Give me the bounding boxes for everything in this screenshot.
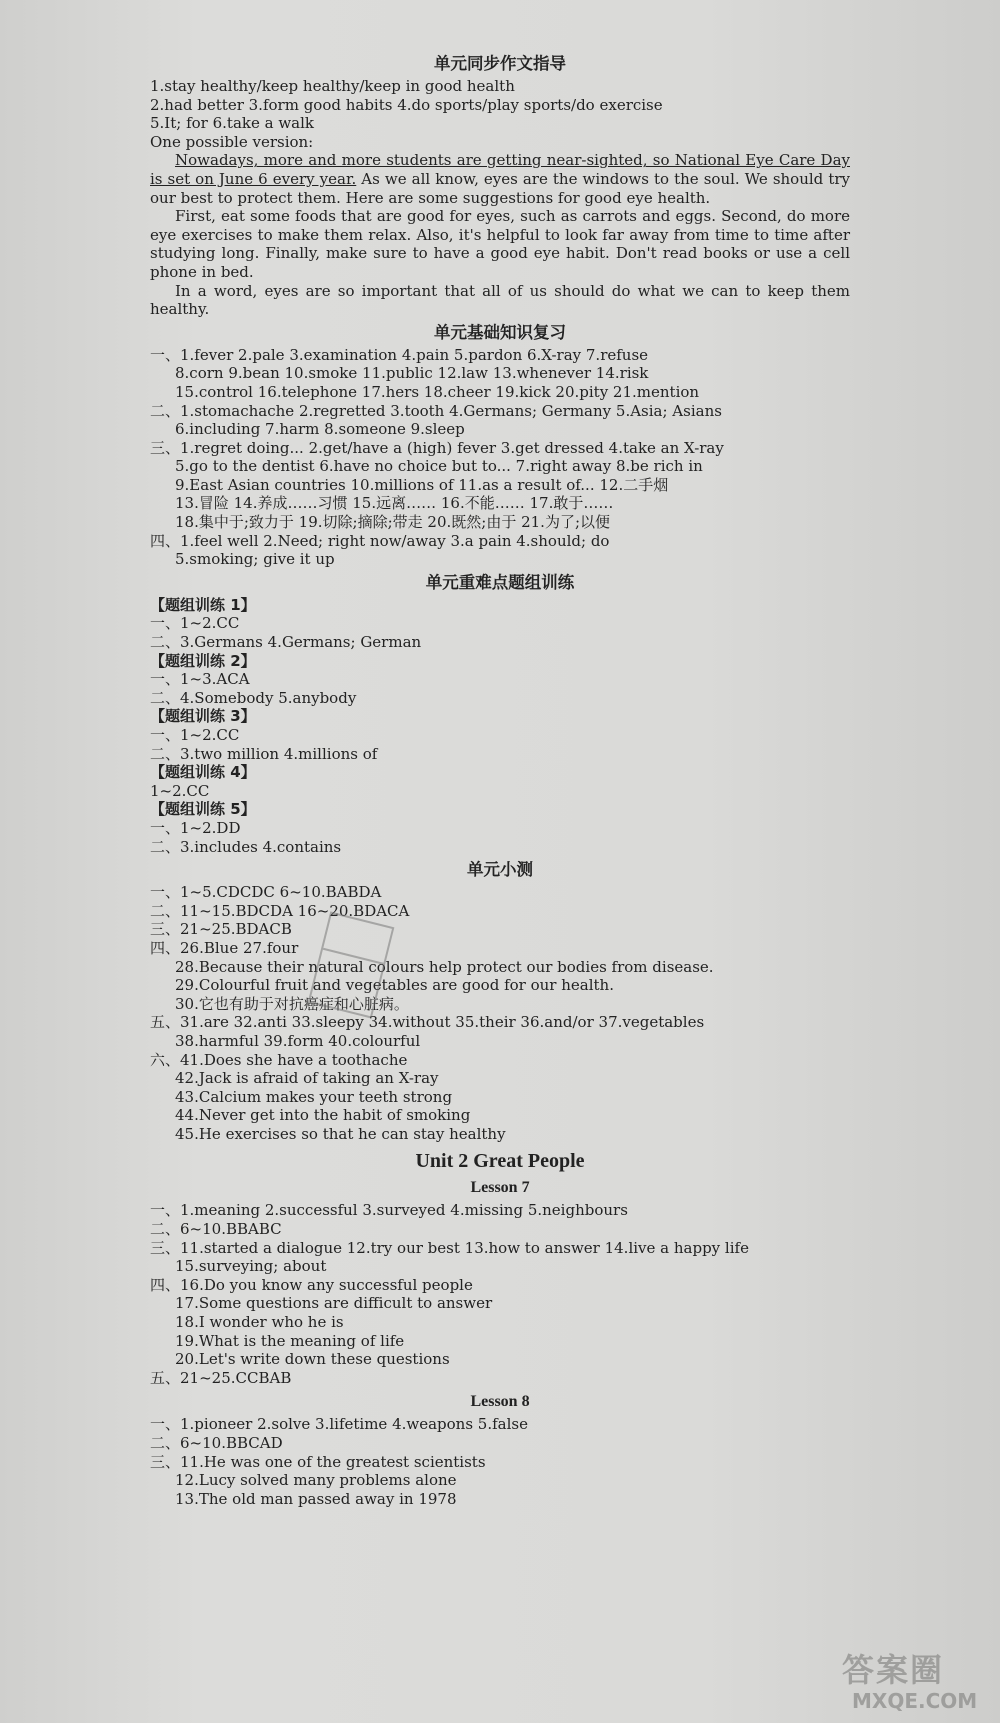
drills-line: 二、4.Somebody 5.anybody: [150, 688, 357, 707]
lesson7-line: 18.I wonder who he is: [175, 1313, 344, 1332]
drills-line: 一、1~3.ACA: [150, 670, 250, 689]
lesson-7-answers: [150, 1201, 850, 1387]
section-title-writing: 单元同步作文指导: [434, 54, 566, 73]
review-line: 三、1.regret doing... 2.get/have a (high) fever 3.get dressed 4.take an X-ray: [150, 438, 724, 457]
quiz-line: 45.He exercises so that he can stay healthy: [175, 1124, 506, 1143]
lesson-7-title: Lesson 7: [470, 1179, 530, 1197]
quiz-line: 29.Colourful fruit and vegetables are good for our health.: [175, 976, 614, 995]
drills-line: 1~2.CC: [150, 781, 210, 800]
essay-paragraph-3: In a word, eyes are so important that all of us should do what we can to keep them healthy.: [150, 281, 850, 319]
review-line: 18.集中于;致力于 19.切除;摘除;带走 20.既然;由于 21.为了;以便: [175, 513, 610, 532]
review-line: 5.smoking; give it up: [175, 550, 335, 569]
review-line: 一、1.fever 2.pale 3.examination 4.pain 5.pardon 6.X-ray 7.refuse: [150, 345, 649, 364]
lesson-8-answers: [150, 1415, 850, 1508]
lesson7-line: 17.Some questions are difficult to answer: [175, 1294, 493, 1313]
watermark-url: MXQE.COM: [852, 1689, 978, 1713]
review-line: 四、1.feel well 2.Need; right now/away 3.a pain 4.should; do: [150, 531, 610, 550]
section-title-review: 单元基础知识复习: [434, 322, 566, 342]
review-answers: [150, 346, 850, 569]
lesson7-line: 15.surveying; about: [175, 1257, 327, 1276]
review-line: 6.including 7.harm 8.someone 9.sleep: [175, 420, 465, 439]
quiz-answers: [150, 883, 850, 1143]
writing-line: One possible version:: [150, 132, 314, 151]
essay-paragraph-2: First, eat some foods that are good for eyes, such as carrots and eggs. Second, do more eye exercises to make them relax. Also, it's helpful to look far away from time to time after studying long. Finally, make sure to have a good eye habit. Don't read books or use a cell phone in bed.: [150, 207, 850, 281]
review-line: 8.corn 9.bean 10.smoke 11.public 12.law 13.whenever 14.risk: [175, 364, 649, 383]
drills-line: 【题组训练 2】: [150, 651, 256, 670]
drills-line: 【题组训练 3】: [150, 707, 256, 726]
lesson7-line: 四、16.Do you know any successful people: [150, 1275, 473, 1294]
essay-paragraph-1: [150, 151, 850, 207]
quiz-line: 六、41.Does she have a toothache: [150, 1050, 408, 1069]
lesson7-line: 20.Let's write down these questions: [175, 1350, 450, 1369]
review-line: 9.East Asian countries 10.millions of 11.as a result of... 12.二手烟: [175, 475, 669, 494]
lesson7-line: 一、1.meaning 2.successful 3.surveyed 4.missing 5.neighbours: [150, 1201, 628, 1220]
quiz-line: 44.Never get into the habit of smoking: [175, 1106, 471, 1125]
drills-line: 【题组训练 1】: [150, 595, 256, 614]
quiz-line: 43.Calcium makes your teeth strong: [175, 1087, 453, 1106]
lesson7-line: 19.What is the meaning of life: [175, 1331, 405, 1350]
lesson7-line: 五、21~25.CCBAB: [150, 1368, 292, 1387]
writing-line: 1.stay healthy/keep healthy/keep in good health: [150, 77, 515, 95]
quiz-line: 30.它也有助于对抗癌症和心脏病。: [175, 994, 409, 1013]
quiz-line: 28.Because their natural colours help protect our bodies from disease.: [175, 957, 714, 976]
unit-2-title: Unit 2 Great People: [415, 1150, 585, 1173]
drills-line: 一、1~2.CC: [150, 614, 240, 633]
quiz-line: 五、31.are 32.anti 33.sleepy 34.without 35.their 36.and/or 37.vegetables: [150, 1013, 705, 1032]
lesson8-line: 13.The old man passed away in 1978: [175, 1489, 457, 1508]
review-line: 5.go to the dentist 6.have no choice but to... 7.right away 8.be rich in: [175, 457, 703, 476]
watermark: [782, 1645, 982, 1715]
quiz-line: 42.Jack is afraid of taking an X-ray: [175, 1069, 439, 1088]
drills-line: 一、1~2.DD: [150, 818, 241, 837]
quiz-line: 三、21~25.BDACB: [150, 920, 292, 939]
drills-line: 二、3.two million 4.millions of: [150, 744, 378, 763]
writing-answers: [150, 77, 850, 151]
drills-line: 【题组训练 4】: [150, 763, 256, 782]
lesson7-line: 三、11.started a dialogue 12.try our best 13.how to answer 14.live a happy life: [150, 1238, 749, 1257]
drills-answers: [150, 596, 850, 856]
lesson8-line: 一、1.pioneer 2.solve 3.lifetime 4.weapons 5.false: [150, 1415, 528, 1434]
quiz-line: 38.harmful 39.form 40.colourful: [175, 1031, 421, 1050]
essay-p1-rest: As we all know, eyes are the windows to the soul. We should try our best to protect them. Here are some suggestions for good eye health.: [150, 169, 850, 207]
quiz-line: 一、1~5.CDCDC 6~10.BABDA: [150, 883, 382, 902]
lesson8-line: 三、11.He was one of the greatest scientists: [150, 1452, 486, 1471]
lesson8-line: 二、6~10.BBCAD: [150, 1434, 283, 1452]
lesson8-line: 12.Lucy solved many problems alone: [175, 1471, 457, 1490]
review-line: 15.control 16.telephone 17.hers 18.cheer 19.kick 20.pity 21.mention: [175, 382, 700, 401]
drills-line: 一、1~2.CC: [150, 726, 240, 744]
drills-line: 二、3.Germans 4.Germans; German: [150, 633, 422, 652]
writing-line: 2.had better 3.form good habits 4.do sports/play sports/do exercise: [150, 95, 663, 114]
writing-line: 5.It; for 6.take a walk: [150, 114, 315, 133]
quiz-line: 四、26.Blue 27.four: [150, 938, 299, 957]
section-title-quiz: 单元小测: [467, 860, 533, 880]
lesson-8-title: Lesson 8: [470, 1393, 530, 1411]
watermark-logo: 答案圈: [842, 1651, 945, 1689]
lesson7-line: 二、6~10.BBABC: [150, 1220, 282, 1239]
essay-underlined: Nowadays, more and more students are getting near-sighted, so National Eye Care Day is set on June 6 every year.: [150, 151, 850, 188]
quiz-line: 二、11~15.BDCDA 16~20.BDACA: [150, 901, 410, 920]
drills-line: 【题组训练 5】: [150, 800, 256, 819]
drills-line: 二、3.includes 4.contains: [150, 837, 342, 856]
review-line: 13.冒险 14.养成……习惯 15.远离…… 16.不能…… 17.敢于……: [175, 494, 614, 513]
page-content: [150, 50, 850, 1508]
section-title-drills: 单元重难点题组训练: [425, 572, 575, 592]
review-line: 二、1.stomachache 2.regretted 3.tooth 4.Germans; Germany 5.Asia; Asians: [150, 401, 722, 420]
